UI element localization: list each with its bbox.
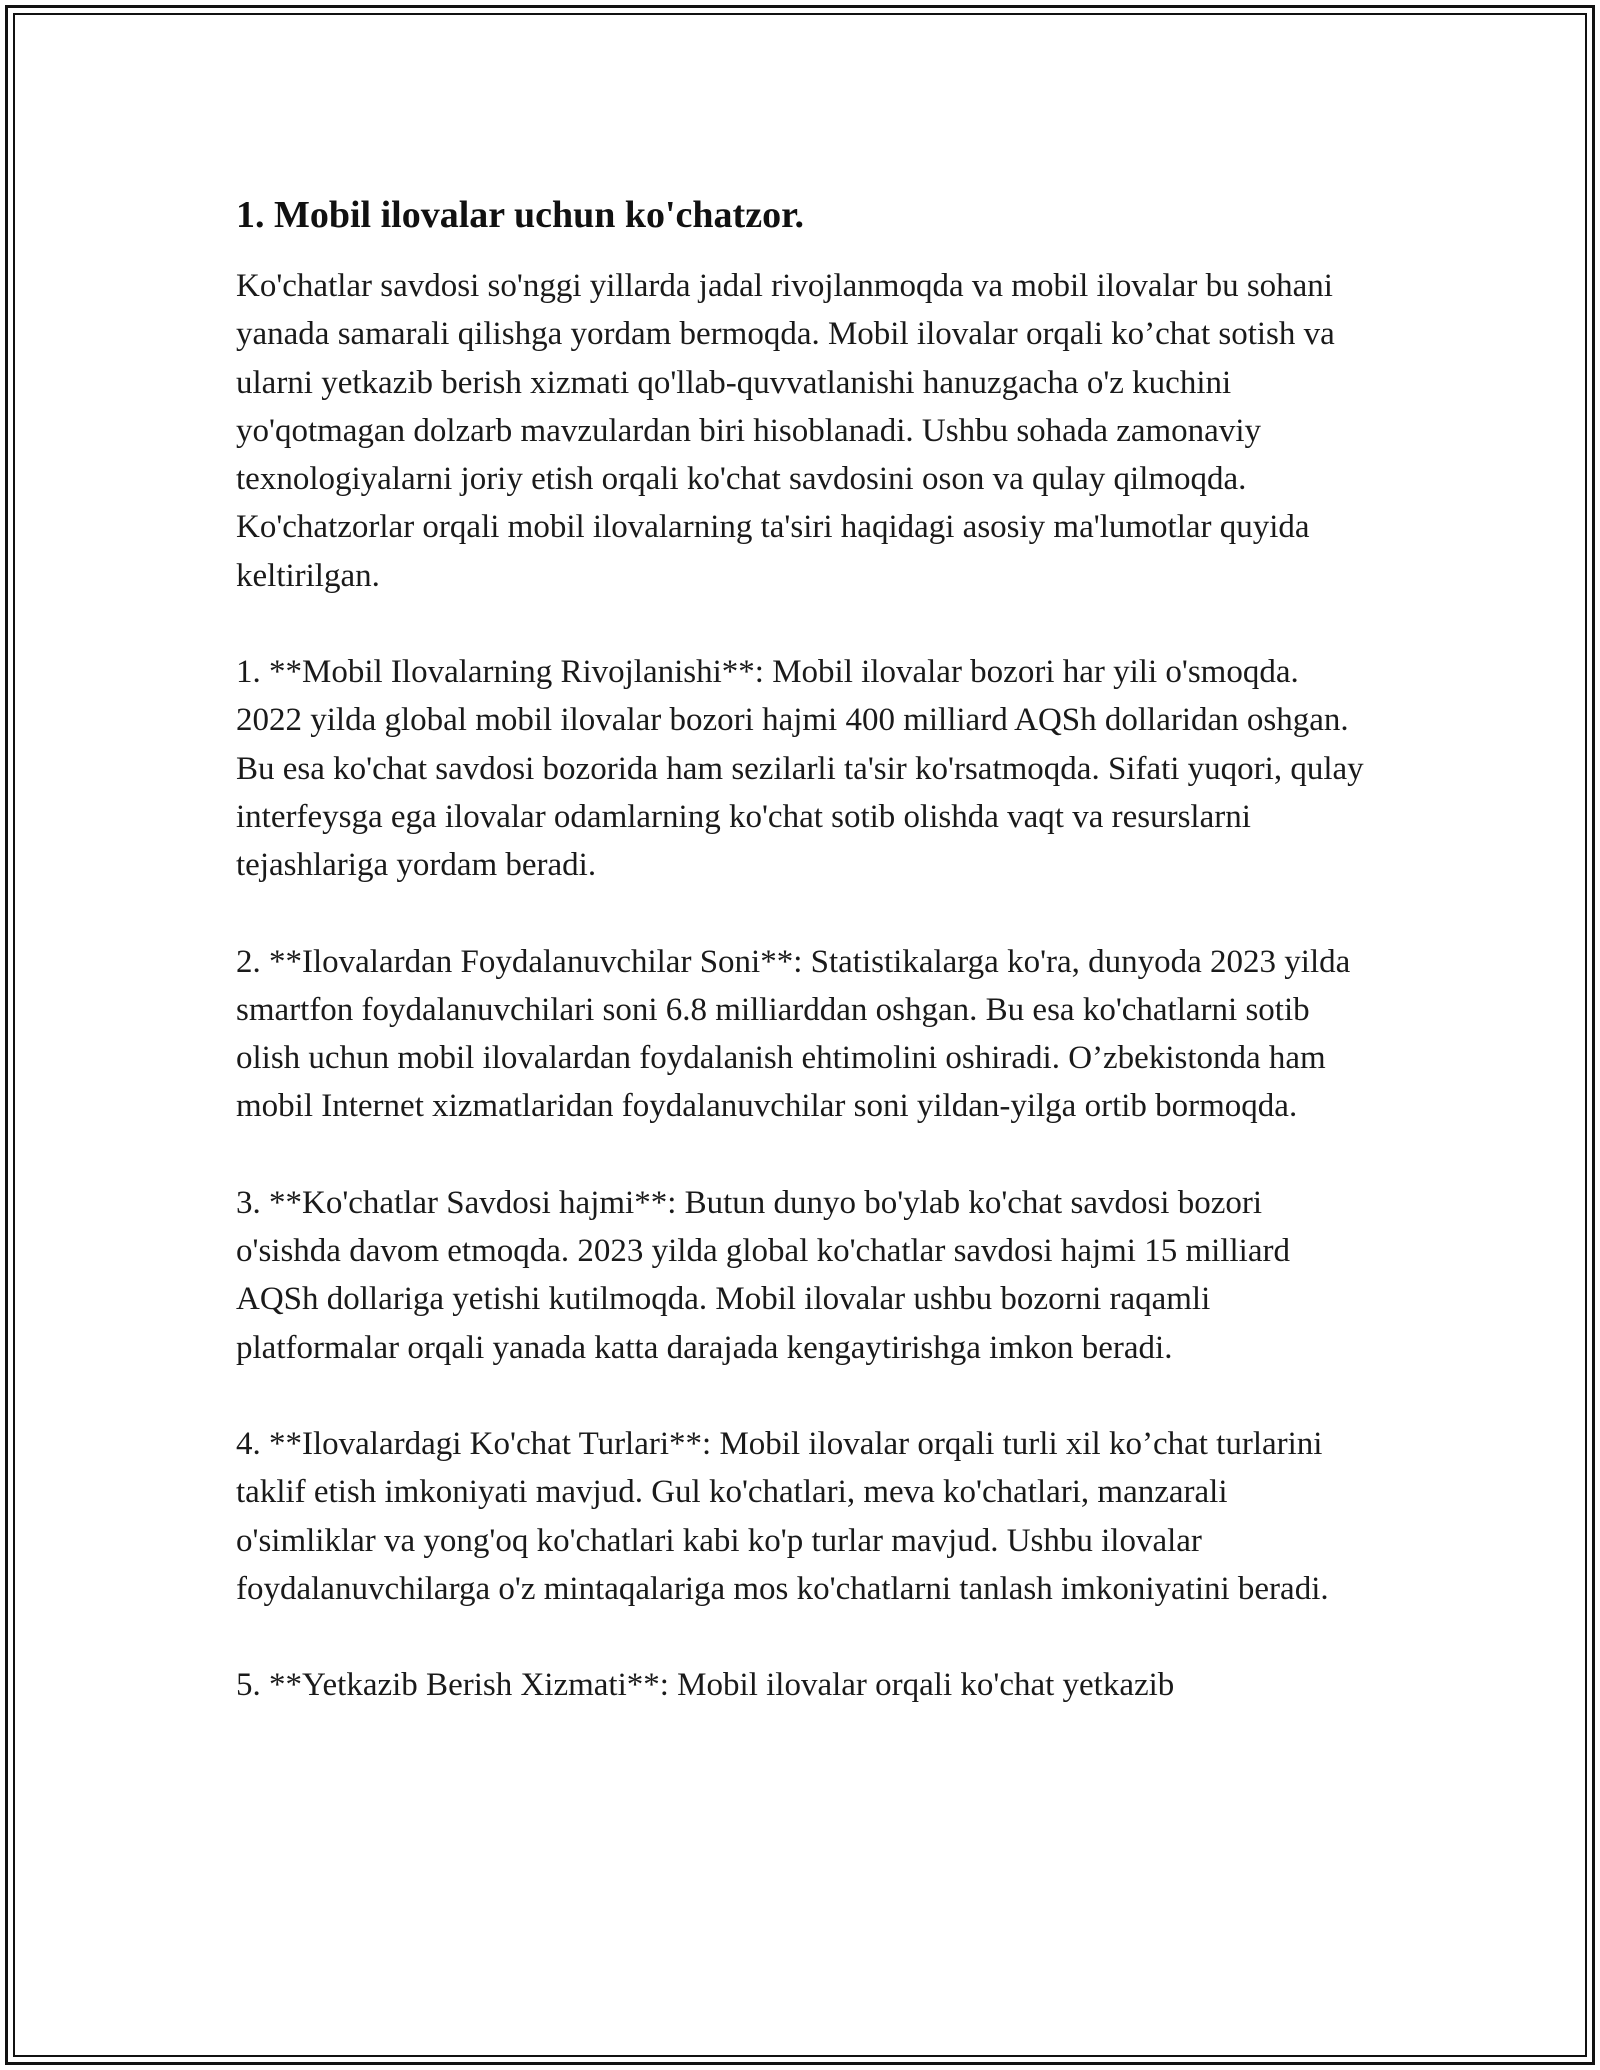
- list-item-paragraph: 4. **Ilovalardagi Ko'chat Turlari**: Mobil ilovalar orqali turli xil ko’chat turlarini taklif etish imkoniyati mavjud. Gul ko'chatlari, meva ko'chatlari, manzarali o'simliklar va yong'oq ko'chatlari kabi ko'p turlar mavjud. Ushbu ilovalar foydalanuvchilarga o'z mintaqalariga mos ko'chatlarni tanlash imkoniyatini beradi.: [236, 1425, 1329, 1607]
- document-body: [236, 186, 1366, 1757]
- list-item-paragraph: 3. **Ko'chatlar Savdosi hajmi**: Butun dunyo bo'ylab ko'chat savdosi bozori o'sishda davom etmoqda. 2023 yilda global ko'chatlar savdosi hajmi 15 milliard AQSh dollariga yetishi kutilmoqda. Mobil ilovalar ushbu bozorni raqamli platformalar orqali yanada katta darajada kengaytirishga imkon beradi.: [236, 1184, 1290, 1366]
- list-item-paragraph: 5. **Yetkazib Berish Xizmati**: Mobil ilovalar orqali ko'chat yetkazib: [236, 1667, 1175, 1704]
- list-item-paragraph: 2. **Ilovalardan Foydalanuvchilar Soni**: Statistikalarga ko'ra, dunyoda 2023 yilda smartfon foydalanuvchilari soni 6.8 milliarddan oshgan. Bu esa ko'chatlarni sotib olish uchun mobil ilovalardan foydalanish ehtimolini oshiradi. O’zbekistonda ham mobil Internet xizmatlaridan foydalanuvchilar soni yildan-yilga ortib bormoqda.: [236, 943, 1351, 1125]
- list-item-paragraph: 1. **Mobil Ilovalarning Rivojlanishi**: Mobil ilovalar bozori har yili o'smoqda. 2022 yilda global mobil ilovalar bozori hajmi 400 milliard AQSh dollaridan oshgan. Bu esa ko'chat savdosi bozorida ham sezilarli ta'sir ko'rsatmoqda. Sifati yuqori, qulay interfeysga ega ilovalar odamlarning ko'chat sotib olishda vaqt va resurslarni tejashlariga yordam beradi.: [236, 654, 1364, 884]
- intro-paragraph: Ko'chatlar savdosi so'nggi yillarda jadal rivojlanmoqda va mobil ilovalar bu sohani yanada samarali qilishga yordam bermoqda. Mobil ilovalar orqali ko’chat sotish va ularni yetkazib berish xizmati qo'llab-quvvatlanishi hanuzgacha o'z kuchini yo'qotmagan dolzarb mavzulardan biri hisoblanadi. Ushbu sohada zamonaviy texnologiyalarni joriy etish orqali ko'chat savdosini oson va qulay qilmoqda. Ko'chatzorlar orqali mobil ilovalarning ta'siri haqidagi asosiy ma'lumotlar quyida keltirilgan.: [236, 268, 1335, 594]
- section-heading: 1. Mobil ilovalar uchun ko'chatzor.: [236, 194, 804, 236]
